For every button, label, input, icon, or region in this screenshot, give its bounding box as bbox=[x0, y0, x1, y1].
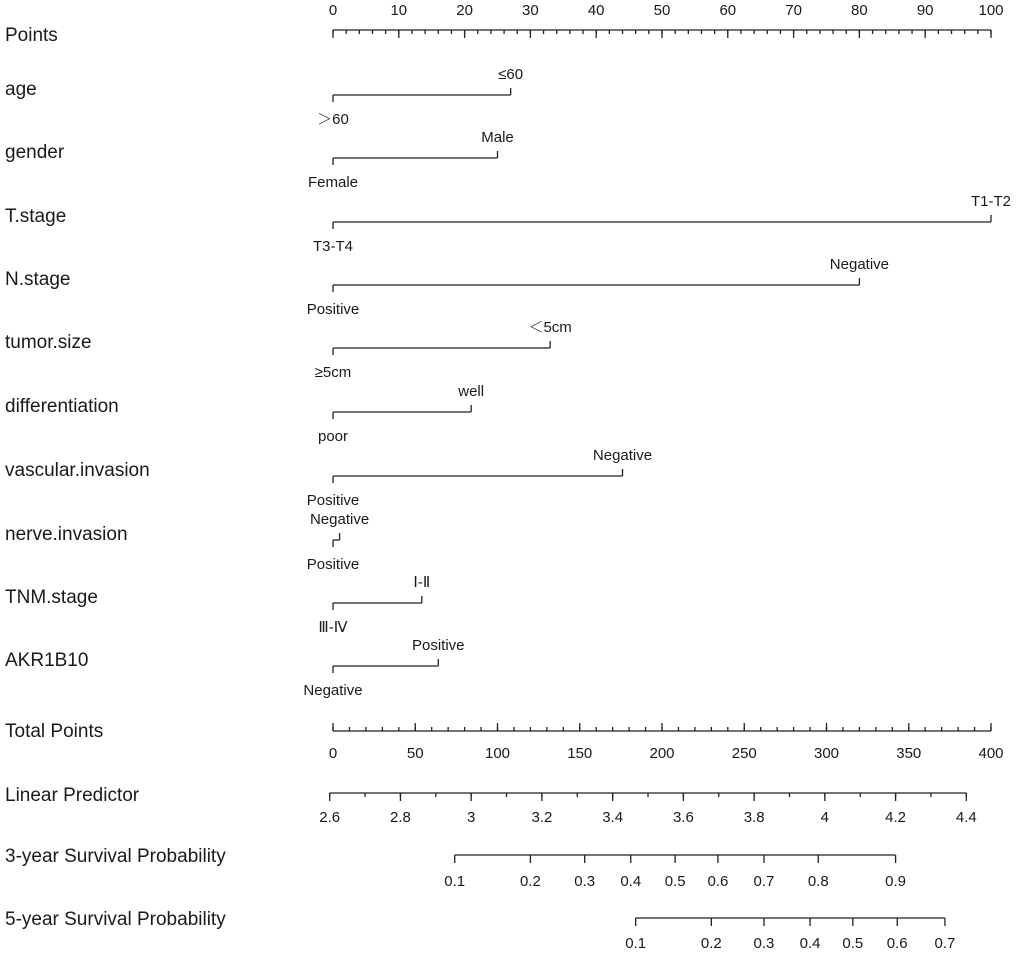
survival-axis-tick-label: 0.1 bbox=[625, 935, 647, 952]
points-axis-tick-label: 80 bbox=[851, 2, 868, 19]
level-label: ≥5cm bbox=[314, 364, 352, 381]
points-axis-tick-label: 50 bbox=[653, 2, 671, 19]
linear-predictor-tick-label: 2.8 bbox=[390, 809, 411, 826]
level-label: Ⅲ-Ⅳ bbox=[318, 619, 348, 636]
level-label: Positive bbox=[412, 637, 465, 654]
points-axis-tick-label: 100 bbox=[978, 2, 1004, 19]
linear-predictor-tick-label: 4.2 bbox=[885, 809, 907, 826]
points-axis-tick-label: 70 bbox=[785, 2, 802, 19]
level-label: Positive bbox=[306, 556, 360, 573]
level-label: ＞60 bbox=[317, 111, 349, 128]
linear-predictor-tick-label: 3.4 bbox=[602, 809, 624, 826]
level-label: Negative bbox=[592, 447, 653, 464]
row-label-AKR1B10: AKR1B10 bbox=[5, 650, 89, 671]
level-label: Negative bbox=[829, 256, 890, 273]
row-label-age: age bbox=[5, 79, 37, 100]
points-axis-tick-label: 90 bbox=[916, 2, 934, 19]
linear-predictor-label: Linear Predictor bbox=[5, 785, 140, 806]
total-points-tick-label: 300 bbox=[813, 745, 840, 762]
level-label: Negative bbox=[309, 511, 370, 528]
linear-predictor-tick-label: 4 bbox=[820, 809, 830, 826]
row-label-T-stage: T.stage bbox=[5, 206, 67, 227]
survival-axis-tick-label: 0.3 bbox=[574, 873, 596, 890]
survival-axis-tick-label: 0.3 bbox=[753, 935, 775, 952]
points-axis-tick-label: 30 bbox=[522, 2, 539, 19]
survival-axis-tick-label: 0.5 bbox=[842, 935, 864, 952]
survival-axis-tick-label: 0.4 bbox=[620, 873, 642, 890]
survival-axis-tick-label: 0.9 bbox=[885, 873, 907, 890]
points-axis-tick-label: 40 bbox=[587, 2, 605, 19]
linear-predictor-tick-label: 3.2 bbox=[531, 809, 553, 826]
row-label-N-stage: N.stage bbox=[5, 269, 71, 290]
points-axis-tick-label: 20 bbox=[456, 2, 473, 19]
row-label-tumor-size: tumor.size bbox=[5, 332, 92, 353]
row-label-gender: gender bbox=[5, 142, 65, 163]
row-label-nerve-invasion: nerve.invasion bbox=[5, 524, 128, 545]
survival-axis-tick-label: 0.5 bbox=[664, 873, 686, 890]
level-label: T1-T2 bbox=[970, 193, 1012, 210]
row-label-vascular-invasion: vascular.invasion bbox=[5, 460, 150, 481]
level-label: poor bbox=[317, 428, 349, 445]
total-points-tick-label: 50 bbox=[406, 745, 424, 762]
points-axis-tick-label: 0 bbox=[328, 2, 338, 19]
level-label: Male bbox=[481, 129, 514, 146]
survival-axis-label-2: 5-year Survival Probability bbox=[5, 909, 226, 930]
level-label: T3-T4 bbox=[312, 238, 354, 255]
total-points-tick-label: 350 bbox=[896, 745, 922, 762]
level-label: Female bbox=[307, 174, 359, 191]
level-label: ≤60 bbox=[498, 66, 524, 83]
level-label: Positive bbox=[306, 492, 360, 509]
level-label: ＜5cm bbox=[528, 319, 572, 336]
linear-predictor-tick-label: 3.6 bbox=[672, 809, 694, 826]
total-points-tick-label: 250 bbox=[731, 745, 757, 762]
survival-axis-tick-label: 0.4 bbox=[799, 935, 821, 952]
linear-predictor-tick-label: 3 bbox=[467, 809, 476, 826]
survival-axis-tick-label: 0.2 bbox=[519, 873, 541, 890]
row-label-differentiation: differentiation bbox=[5, 396, 119, 417]
survival-axis-tick-label: 0.7 bbox=[753, 873, 775, 890]
linear-predictor-tick-label: 3.8 bbox=[743, 809, 765, 826]
survival-axis-tick-label: 0.7 bbox=[934, 935, 956, 952]
points-axis-tick-label: 10 bbox=[390, 2, 408, 19]
survival-axis-label-1: 3-year Survival Probability bbox=[5, 846, 226, 867]
total-points-tick-label: 400 bbox=[978, 745, 1004, 762]
linear-predictor-tick-label: 2.6 bbox=[319, 809, 341, 826]
points-axis-label: Points bbox=[5, 25, 58, 46]
row-label-TNM-stage: TNM.stage bbox=[5, 587, 98, 608]
total-points-tick-label: 0 bbox=[328, 745, 338, 762]
total-points-tick-label: 100 bbox=[484, 745, 511, 762]
survival-axis-tick-label: 0.2 bbox=[700, 935, 722, 952]
survival-axis-tick-label: 0.8 bbox=[807, 873, 829, 890]
total-points-label: Total Points bbox=[5, 721, 104, 742]
survival-axis-tick-label: 0.6 bbox=[707, 873, 729, 890]
level-label: well bbox=[458, 383, 485, 400]
linear-predictor-tick-label: 4.4 bbox=[955, 809, 977, 826]
level-label: Positive bbox=[306, 301, 360, 318]
total-points-tick-label: 150 bbox=[567, 745, 593, 762]
level-label: Negative bbox=[303, 682, 363, 699]
total-points-tick-label: 200 bbox=[649, 745, 675, 762]
level-label: Ⅰ-Ⅱ bbox=[413, 574, 431, 591]
survival-axis-tick-label: 0.1 bbox=[444, 873, 466, 890]
survival-axis-tick-label: 0.6 bbox=[886, 935, 908, 952]
points-axis-tick-label: 60 bbox=[719, 2, 737, 19]
